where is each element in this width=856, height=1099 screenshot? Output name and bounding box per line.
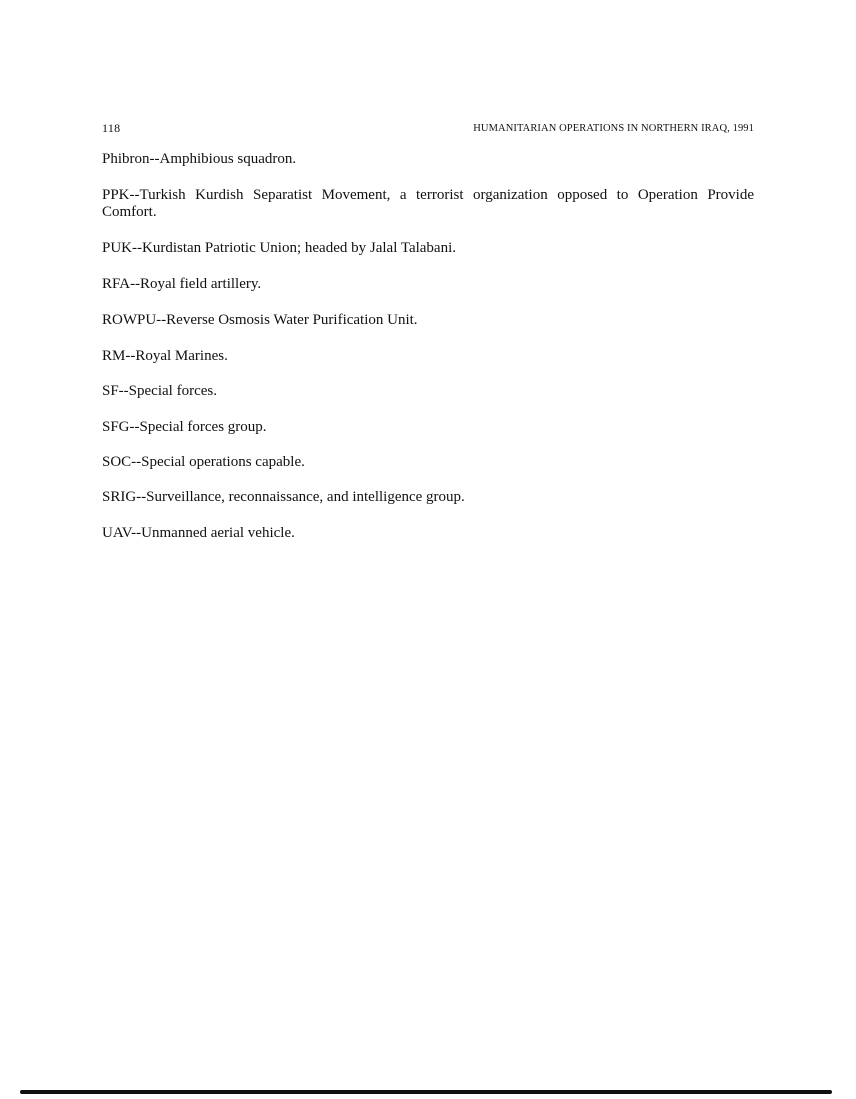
glossary-entry-soc: SOC--Special operations capable. (102, 454, 305, 470)
glossary-entry-srig: SRIG--Surveillance, reconnaissance, and intelligence group. (102, 489, 465, 505)
glossary-entry-sfg: SFG--Special forces group. (102, 419, 267, 435)
glossary-entry-rfa: RFA--Royal field artillery. (102, 276, 262, 292)
glossary-list (102, 151, 754, 561)
glossary-entry-ppk: PPK--Turkish Kurdish Separatist Movement, a terrorist organization opposed to Operation Provide Comfort. (102, 187, 754, 220)
glossary-entry-sf: SF--Special forces. (102, 383, 217, 399)
glossary-entry-uav: UAV--Unmanned aerial vehicle. (102, 525, 295, 541)
glossary-entry-puk: PUK--Kurdistan Patriotic Union; headed by Jalal Talabani. (102, 240, 457, 256)
running-header-title: HUMANITARIAN OPERATIONS IN NORTHERN IRAQ, 1991 (473, 123, 754, 134)
glossary-entry-phibron: Phibron--Amphibious squadron. (102, 151, 297, 167)
glossary-entry-rowpu: ROWPU--Reverse Osmosis Water Purification Unit. (102, 312, 418, 328)
page-number: 118 (102, 121, 121, 135)
glossary-entry-rm: RM--Royal Marines. (102, 348, 228, 364)
page-bottom-rule (20, 1090, 832, 1094)
